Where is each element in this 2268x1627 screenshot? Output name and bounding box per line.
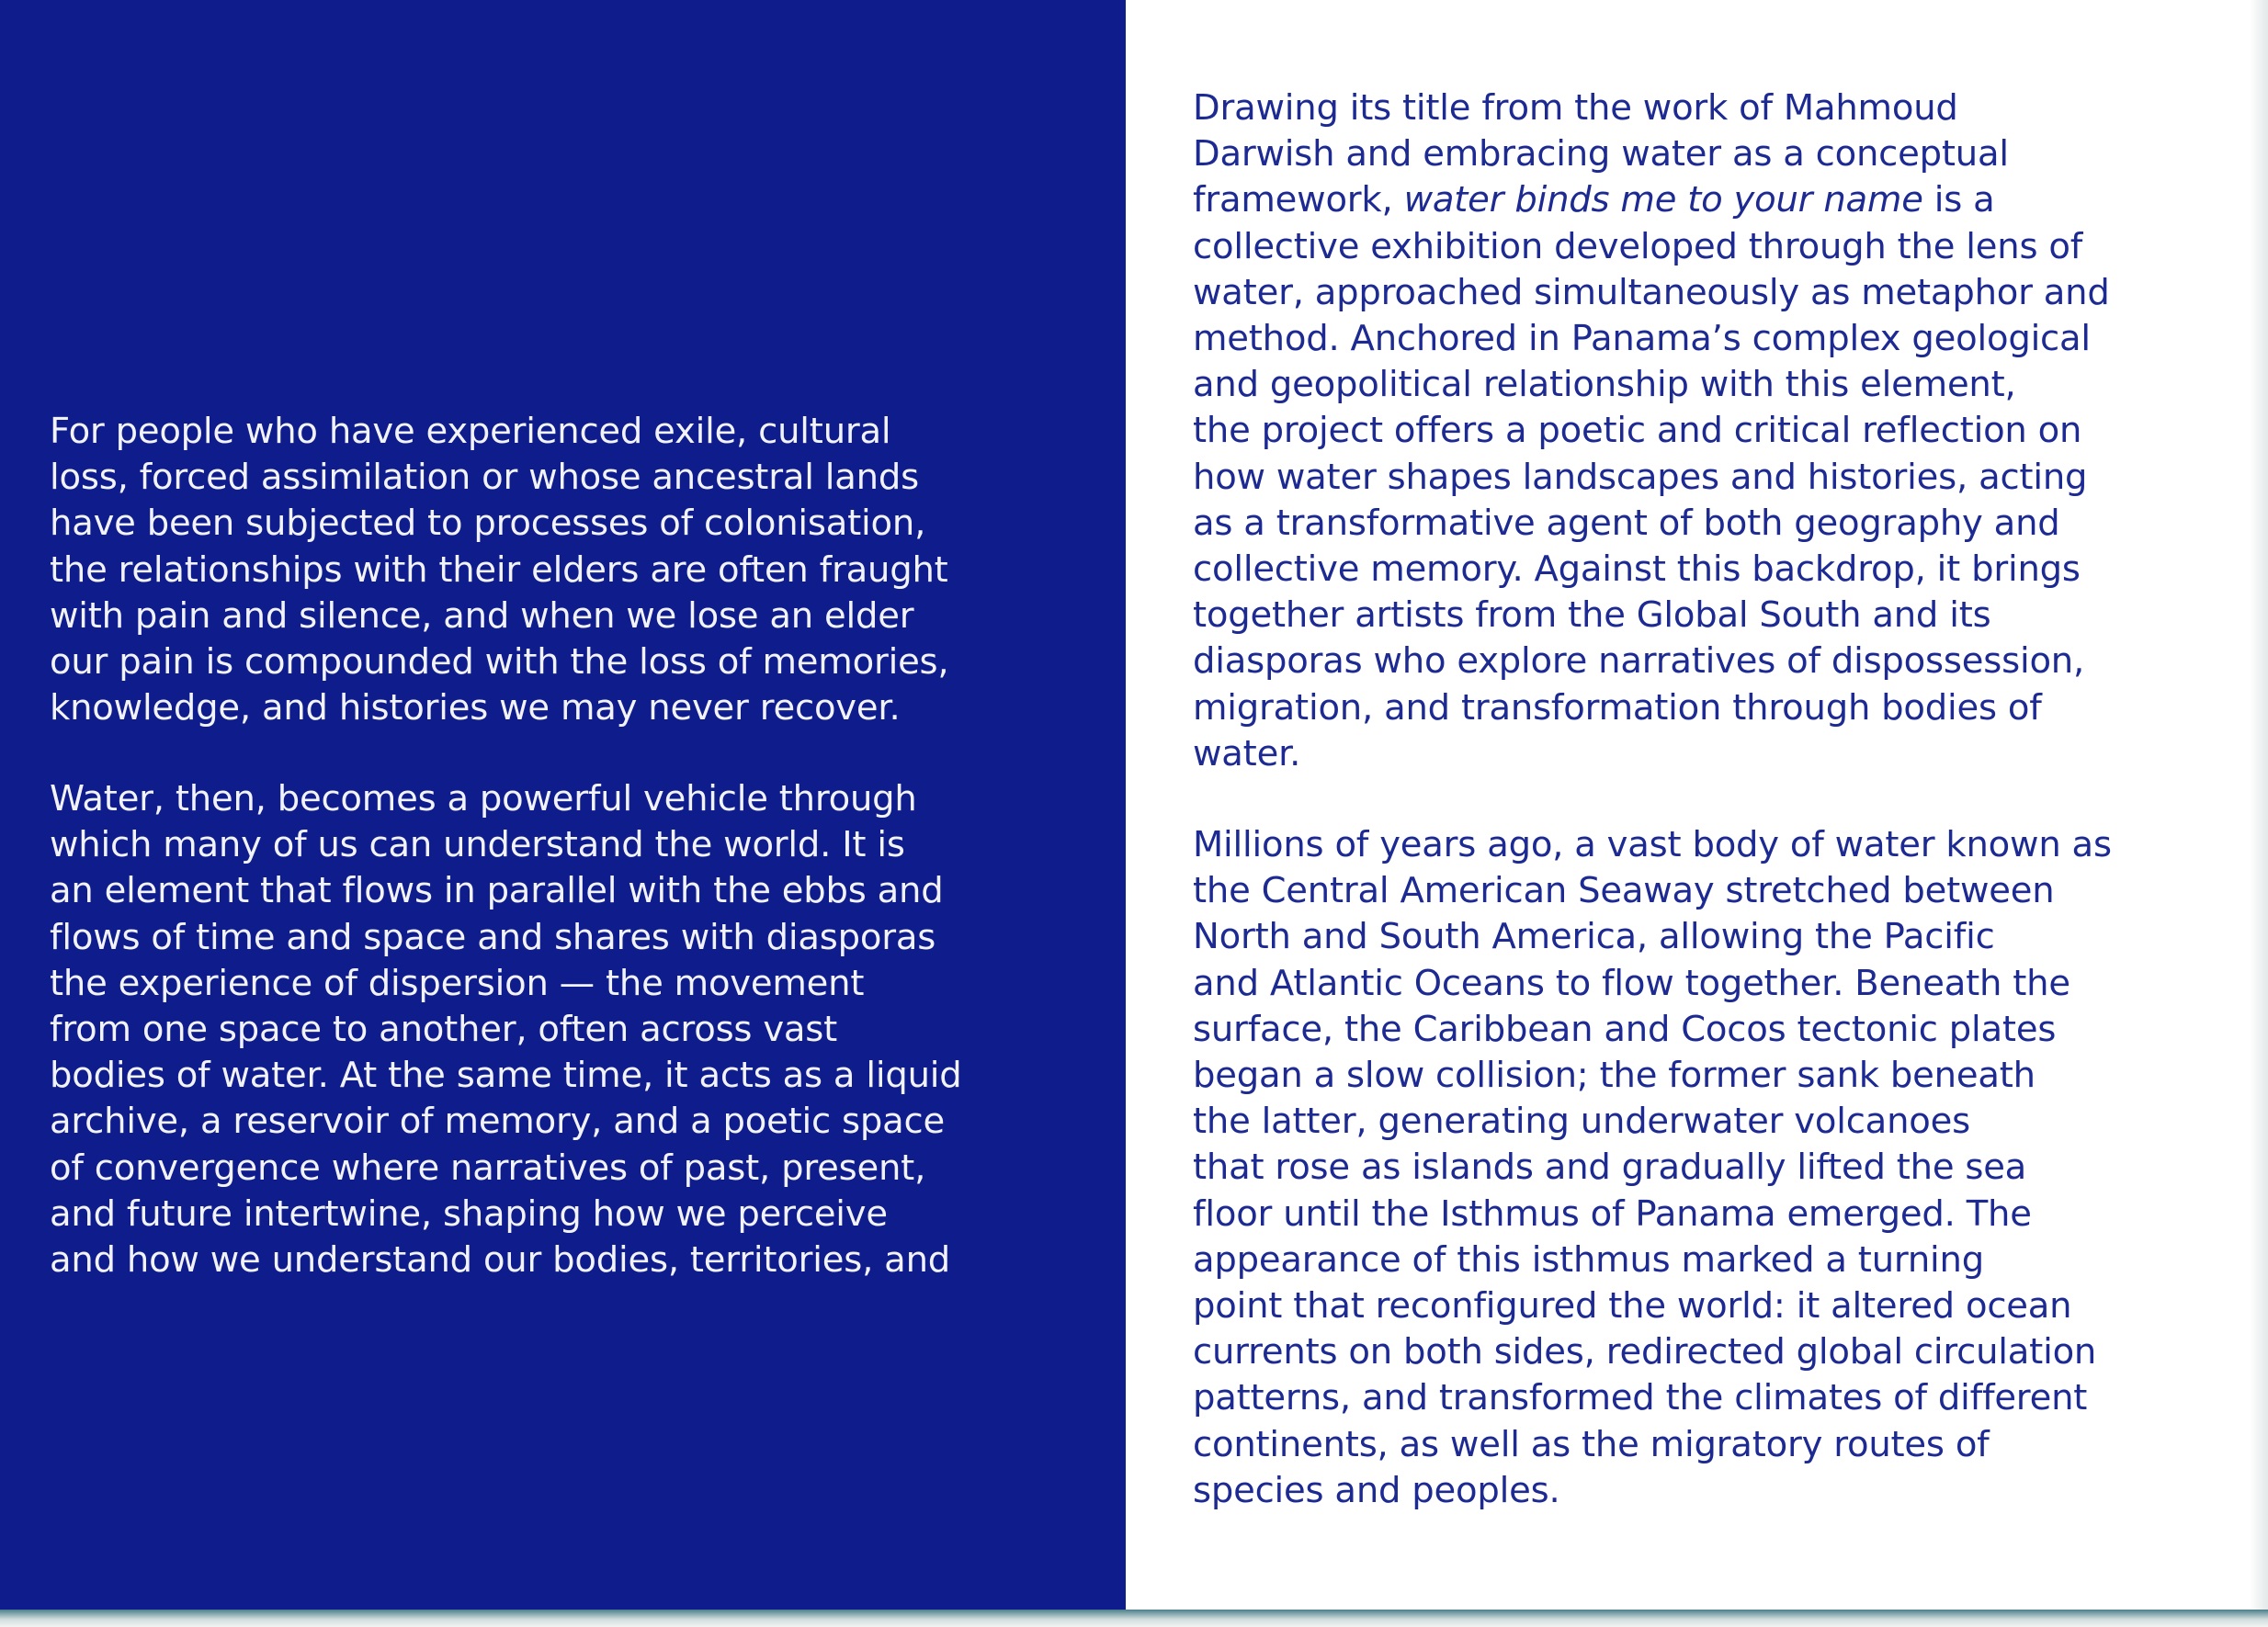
page-edge-right	[2250, 0, 2268, 1627]
text-line: method. Anchored in Panama’s complex geological	[1193, 318, 2091, 360]
right-page	[1126, 0, 2268, 1610]
text-line: and Atlantic Oceans to flow together. Beneath the	[1193, 962, 2070, 1004]
text-line: began a slow collision; the former sank beneath	[1193, 1055, 2036, 1097]
text-line: which many of us can understand the world. It is	[50, 824, 905, 866]
text-line: that rose as islands and gradually lifted the sea	[1193, 1147, 2027, 1189]
text-line: patterns, and transformed the climates of different	[1193, 1377, 2088, 1419]
left-paragraph-water	[50, 776, 962, 1283]
text-line: the experience of dispersion — the movement	[50, 962, 865, 1004]
text-line: For people who have experienced exile, cultural	[50, 411, 891, 452]
text-fragment: is a	[1922, 179, 1995, 221]
text-line: have been subjected to processes of colonisation,	[50, 503, 926, 545]
text-line: diasporas who explore narratives of dispossession,	[1193, 640, 2085, 683]
text-line: Darwish and embracing water as a conceptual	[1193, 133, 2009, 175]
text-line: an element that flows in parallel with the ebbs and	[50, 870, 944, 912]
text-line: bodies of water. At the same time, it acts as a liquid	[50, 1055, 962, 1097]
text-line: North and South America, allowing the Pacific	[1193, 916, 1995, 958]
text-fragment: framework,	[1193, 179, 1404, 221]
text-line: the project offers a poetic and critical reflection on	[1193, 410, 2082, 452]
text-line: the Central American Seaway stretched between	[1193, 870, 2055, 912]
text-line: continents, as well as the migratory routes of	[1193, 1423, 1990, 1465]
left-page	[0, 0, 1126, 1610]
text-line: our pain is compounded with the loss of memories,	[50, 641, 949, 684]
text-line: flows of time and space and shares with diasporas	[50, 916, 936, 958]
text-line: surface, the Caribbean and Cocos tectonic plates	[1193, 1008, 2057, 1050]
text-line: of convergence where narratives of past, present,	[50, 1147, 926, 1189]
text-line: from one space to another, often across vast	[50, 1009, 838, 1051]
text-line: appearance of this isthmus marked a turning	[1193, 1238, 1984, 1281]
text-line: loss, forced assimilation or whose ancestral lands	[50, 457, 919, 499]
text-line: Drawing its title from the work of Mahmoud	[1193, 87, 1958, 129]
right-paragraph-isthmus	[1193, 822, 2112, 1514]
text-line: and future intertwine, shaping how we perceive	[50, 1192, 888, 1235]
text-line: collective exhibition developed through the lens of	[1193, 225, 2083, 267]
text-line: collective memory. Against this backdrop, it brings	[1193, 548, 2081, 591]
text-line: as a transformative agent of both geography and	[1193, 502, 2060, 544]
text-line: floor until the Isthmus of Panama emerged. The	[1193, 1192, 2032, 1235]
text-line: currents on both sides, redirected global circulation	[1193, 1331, 2097, 1373]
text-line: with pain and silence, and when we lose an elder	[50, 594, 914, 637]
text-line: Water, then, becomes a powerful vehicle through	[50, 778, 917, 819]
exhibition-title: water binds me to your name	[1403, 179, 1923, 221]
text-line: point that reconfigured the world: it altered ocean	[1193, 1285, 2072, 1328]
text-line: water, approached simultaneously as metaphor and	[1193, 271, 2110, 313]
text-line	[1193, 177, 2110, 223]
text-line: knowledge, and histories we may never recover.	[50, 687, 901, 729]
text-line: species and peoples.	[1193, 1469, 1560, 1511]
text-line: archive, a reservoir of memory, and a poetic space	[50, 1101, 945, 1143]
text-line: and geopolitical relationship with this element,	[1193, 364, 2016, 406]
left-paragraph-exile	[50, 409, 948, 731]
text-line: together artists from the Global South and its	[1193, 594, 1991, 637]
text-line: water.	[1193, 732, 1301, 774]
text-line: and how we understand our bodies, territories, and	[50, 1239, 951, 1282]
page-edge-bottom	[0, 1610, 2268, 1627]
text-line: the latter, generating underwater volcanoes	[1193, 1101, 1970, 1143]
text-line: migration, and transformation through bodies of	[1193, 686, 2042, 729]
right-paragraph-exhibition	[1193, 85, 2110, 777]
text-line: Millions of years ago, a vast body of water known as	[1193, 824, 2112, 865]
text-line: the relationships with their elders are often fraught	[50, 548, 948, 591]
text-line: how water shapes landscapes and histories, acting	[1193, 456, 2088, 498]
